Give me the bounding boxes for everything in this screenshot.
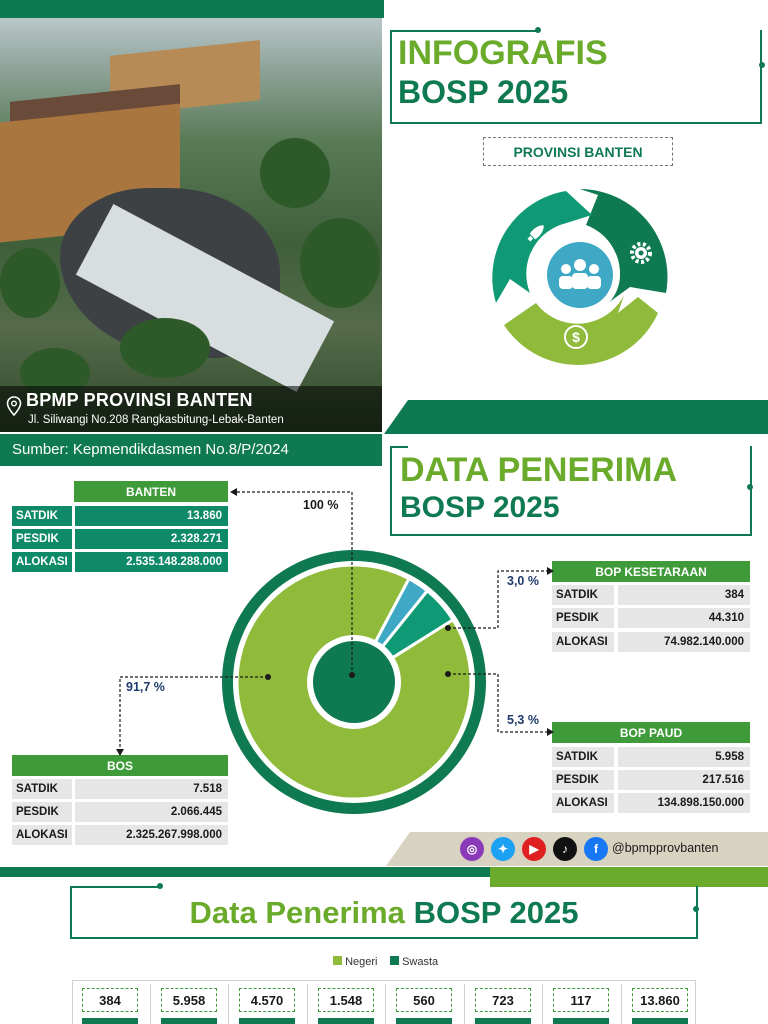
bop-kesetaraan-percent: 3,0 %	[507, 574, 539, 588]
table-row: PESDIK 44.310	[552, 608, 750, 628]
bottom-title-a: Data Penerima	[189, 895, 405, 930]
divider	[307, 984, 308, 1024]
count-box: 13.860	[632, 988, 688, 1012]
divider	[228, 984, 229, 1024]
section-band	[384, 400, 768, 434]
count-bar	[475, 1018, 531, 1024]
legend-swatch	[390, 956, 399, 965]
table-row: ALOKASI 134.898.150.000	[552, 793, 750, 813]
source-text: Sumber: Kepmendikdasmen No.8/P/2024	[12, 441, 289, 458]
count-box: 560	[396, 988, 452, 1012]
connector-lines	[0, 480, 768, 770]
table-row: PESDIK 2.328.271	[12, 529, 228, 549]
total-percent: 100 %	[303, 498, 339, 512]
location-pin-icon	[6, 396, 22, 416]
count-box: 4.570	[239, 988, 295, 1012]
banten-table-title: BANTEN	[74, 481, 228, 502]
bop-paud-table-title: BOP PAUD	[552, 722, 750, 743]
count-bar	[553, 1018, 609, 1024]
count-box: 5.958	[161, 988, 217, 1012]
legend-swasta: Swasta	[390, 956, 438, 968]
table-row: PESDIK 217.516	[552, 770, 750, 790]
divider	[542, 984, 543, 1024]
section-title: DATA PENERIMA	[400, 451, 678, 489]
count-box: 384	[82, 988, 138, 1012]
table-row: PESDIK 2.066.445	[12, 802, 228, 822]
bos-table-title: BOS	[12, 755, 228, 776]
page-title: INFOGRAFIS	[398, 34, 608, 72]
table-row: SATDIK 7.518	[12, 779, 228, 799]
count-box: 117	[553, 988, 609, 1012]
table-row: ALOKASI 2.325.267.998.000	[12, 825, 228, 845]
count-bar	[632, 1018, 688, 1024]
count-bar	[239, 1018, 295, 1024]
facebook-icon[interactable]: f	[584, 837, 608, 861]
province-label: PROVINSI BANTEN	[483, 137, 673, 166]
count-bar	[318, 1018, 374, 1024]
youtube-icon[interactable]: ▶	[522, 837, 546, 861]
top-accent-bar	[0, 0, 384, 18]
table-row: ALOKASI 74.982.140.000	[552, 632, 750, 652]
count-box: 723	[475, 988, 531, 1012]
twitter-icon[interactable]: ✦	[491, 837, 515, 861]
bottom-title-b: BOSP 2025	[413, 895, 579, 930]
bottom-title	[0, 894, 768, 932]
table-row: SATDIK 13.860	[12, 506, 228, 526]
social-handle[interactable]: @bpmpprovbanten	[612, 841, 719, 855]
bottom-band-accent	[490, 867, 768, 887]
divider	[150, 984, 151, 1024]
divider	[621, 984, 622, 1024]
legend-negeri: Negeri	[333, 956, 377, 968]
count-bar	[396, 1018, 452, 1024]
count-bar	[82, 1018, 138, 1024]
legend-swatch	[333, 956, 342, 965]
office-aerial-photo	[0, 18, 382, 432]
divider	[464, 984, 465, 1024]
tiktok-icon[interactable]: ♪	[553, 837, 577, 861]
count-bar	[161, 1018, 217, 1024]
count-box: 1.548	[318, 988, 374, 1012]
svg-text:$: $	[572, 329, 580, 345]
bop-kesetaraan-table-title: BOP KESETARAAN	[552, 561, 750, 582]
location-name: BPMP PROVINSI BANTEN	[26, 390, 253, 410]
table-row: ALOKASI 2.535.148.288.000	[12, 552, 228, 572]
bop-paud-percent: 5,3 %	[507, 713, 539, 727]
location-address: Jl. Siliwangi No.208 Rangkasbitung-Lebak-Banten	[28, 414, 284, 426]
page-subtitle: BOSP 2025	[398, 74, 569, 110]
section-subtitle: BOSP 2025	[400, 491, 560, 524]
table-row: SATDIK 384	[552, 585, 750, 605]
table-row: SATDIK 5.958	[552, 747, 750, 767]
instagram-icon[interactable]: ◎	[460, 837, 484, 861]
cycle-graphic	[488, 185, 673, 365]
divider	[385, 984, 386, 1024]
bos-percent: 91,7 %	[126, 680, 165, 694]
